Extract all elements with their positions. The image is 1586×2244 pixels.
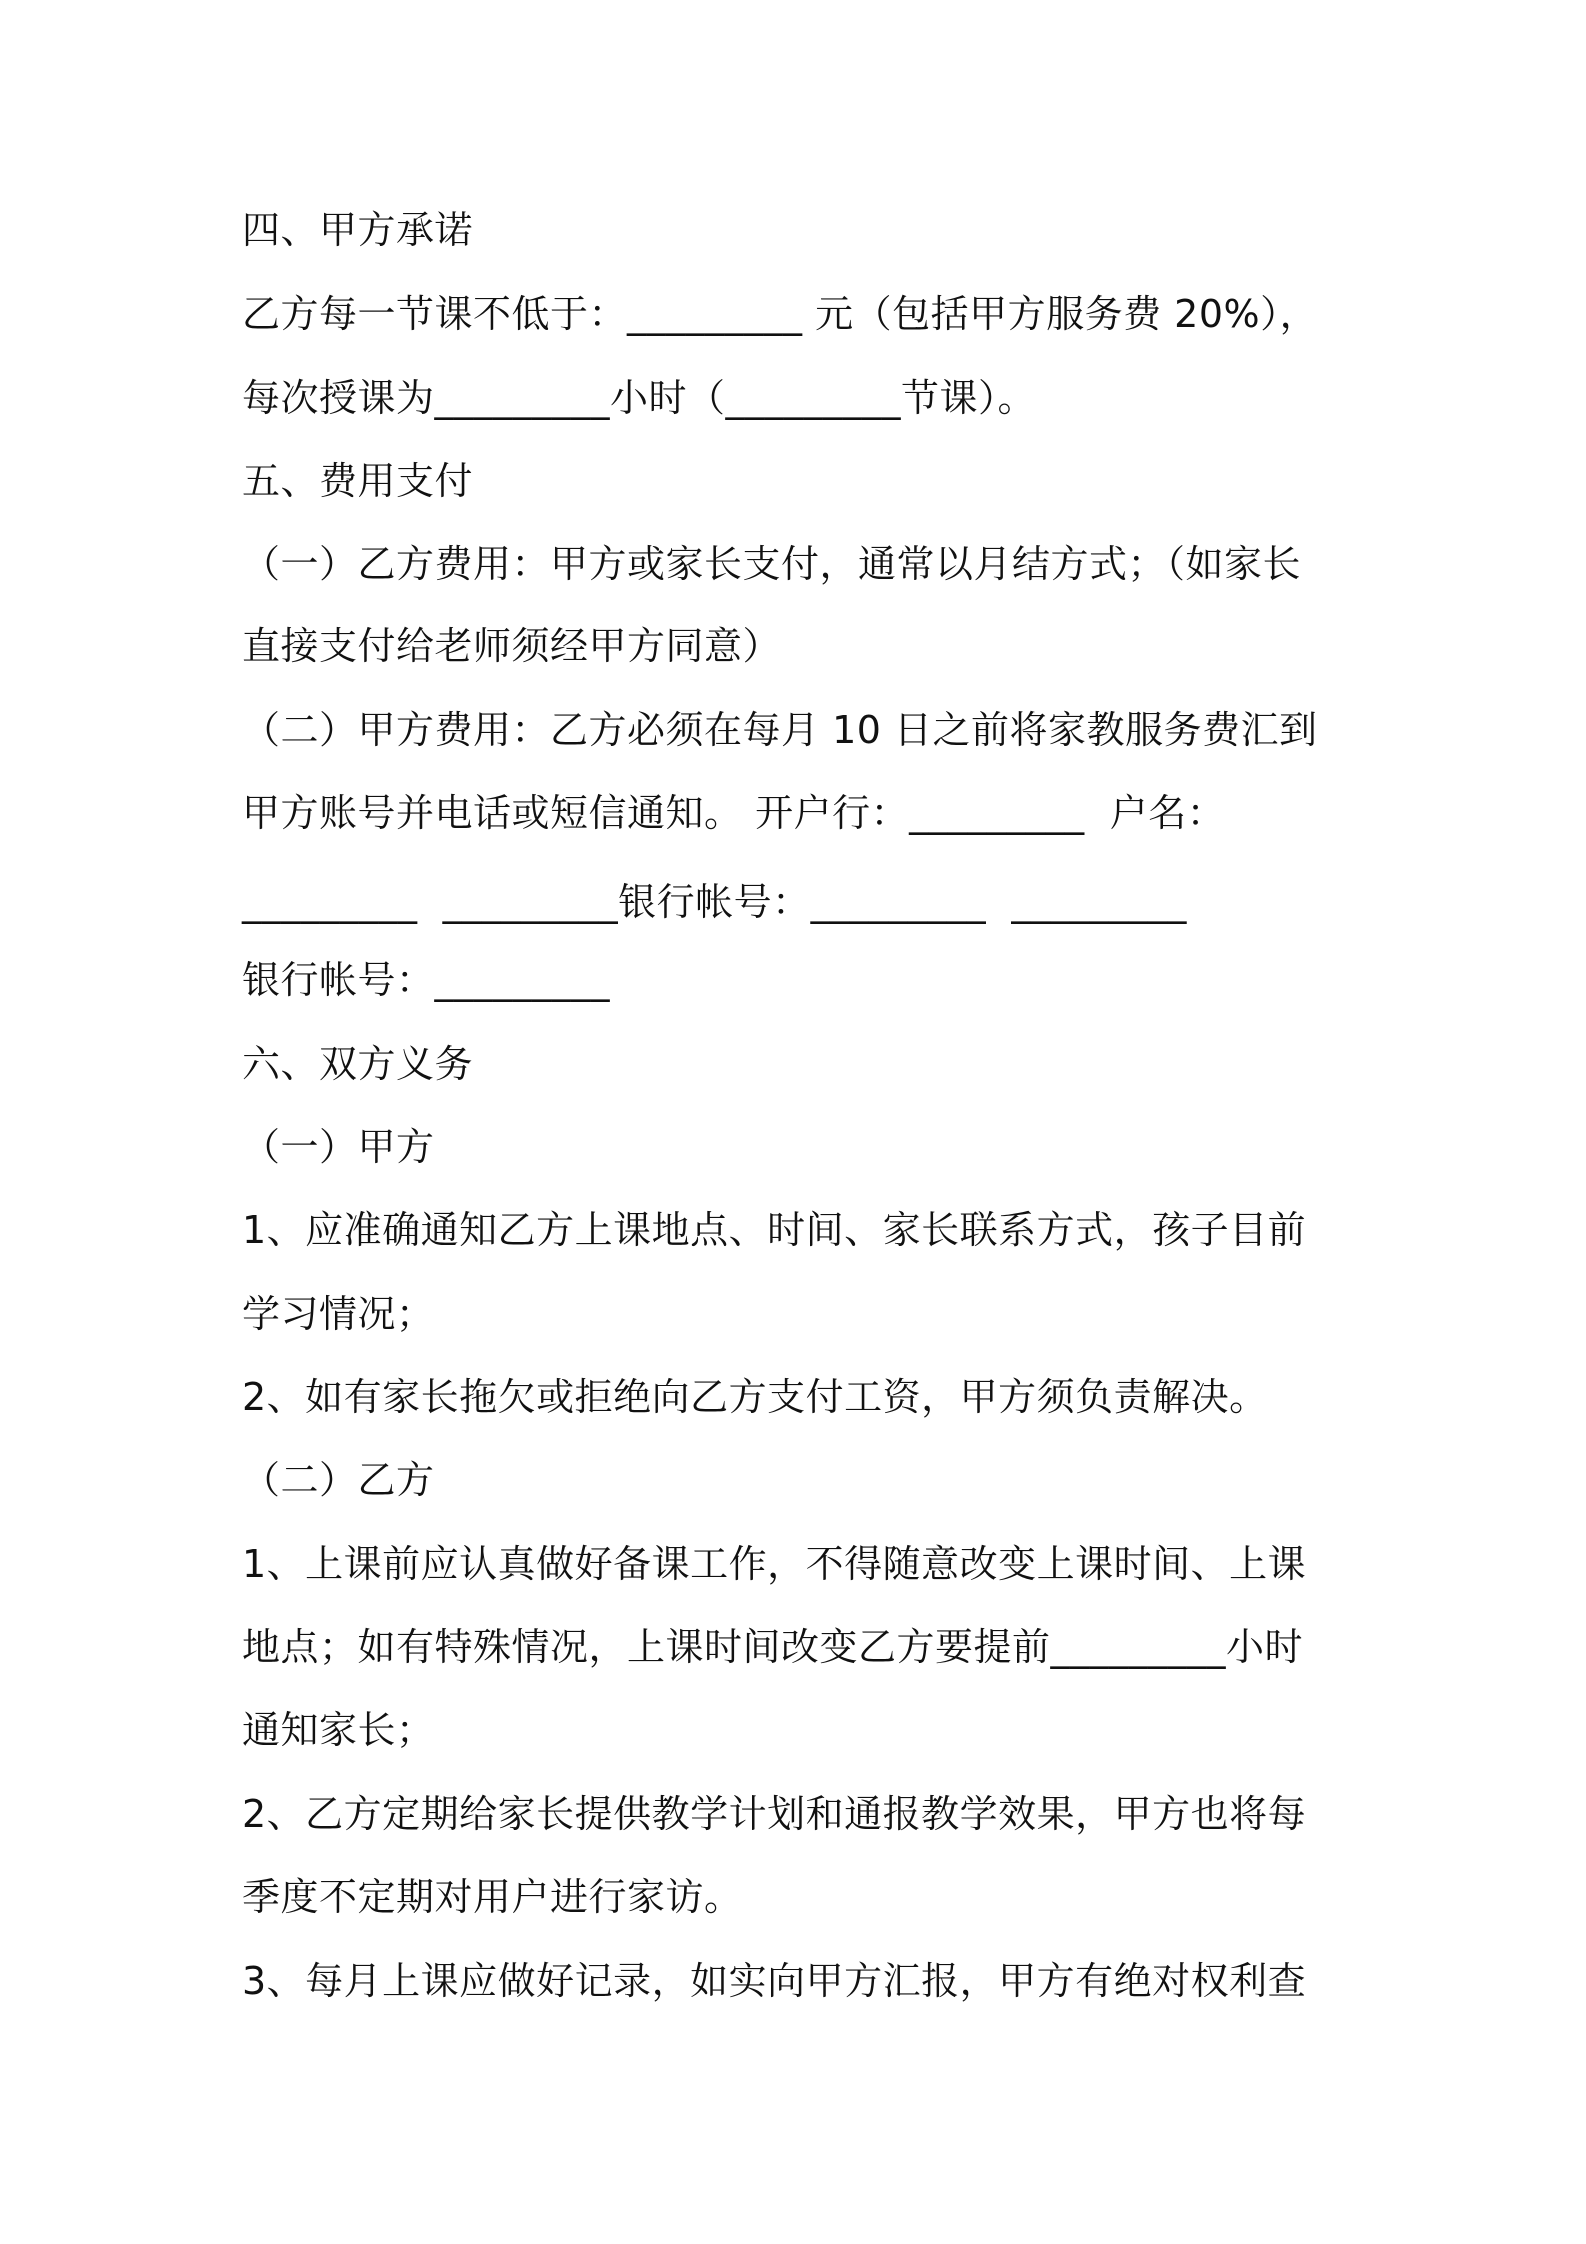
paragraph-line: （二）甲方费用：乙方必须在每月 10 日之前将家教服务费汇到 [242,708,1318,752]
paragraph-line: 地点；如有特殊情况，上课时间改变乙方要提前_________小时 [242,1625,1304,1669]
paragraph-line: 乙方每一节课不低于：_________ 元（包括甲方服务费 20%）， [242,292,1319,336]
paragraph-line: 季度不定期对用户进行家访。 [242,1875,743,1919]
paragraph-line: 1、应准确通知乙方上课地点、时间、家长联系方式，孩子目前 [242,1208,1307,1252]
paragraph-line: 银行帐号：_________ [242,958,611,1002]
section-heading: 五、费用支付 [242,459,474,503]
subsection-heading: （一）甲方 [242,1125,435,1169]
paragraph-line: 2、乙方定期给家长提供教学计划和通报教学效果，甲方也将每 [242,1792,1307,1836]
paragraph-line: 通知家长； [242,1708,435,1752]
paragraph-line: _________ _________银行帐号：_________ _________ [242,880,1187,924]
paragraph-line: （一）乙方费用：甲方或家长支付，通常以月结方式；（如家长 [242,542,1302,586]
section-heading: 六、双方义务 [242,1042,474,1086]
paragraph-line: 2、如有家长拖欠或拒绝向乙方支付工资，甲方须负责解决。 [242,1375,1268,1419]
section-heading: 四、甲方承诺 [242,208,474,252]
paragraph-line: 每次授课为_________小时（_________节课）。 [242,376,1037,420]
paragraph-line: 学习情况； [242,1292,435,1336]
paragraph-line: 甲方账号并电话或短信通知。 开户行：_________ 户名： [242,791,1226,835]
paragraph-line: 1、上课前应认真做好备课工作，不得随意改变上课时间、上课 [242,1542,1307,1586]
subsection-heading: （二）乙方 [242,1458,435,1502]
paragraph-line: 直接支付给老师须经甲方同意） [242,624,782,668]
paragraph-line: 3、每月上课应做好记录，如实向甲方汇报，甲方有绝对权利查 [242,1959,1307,2003]
